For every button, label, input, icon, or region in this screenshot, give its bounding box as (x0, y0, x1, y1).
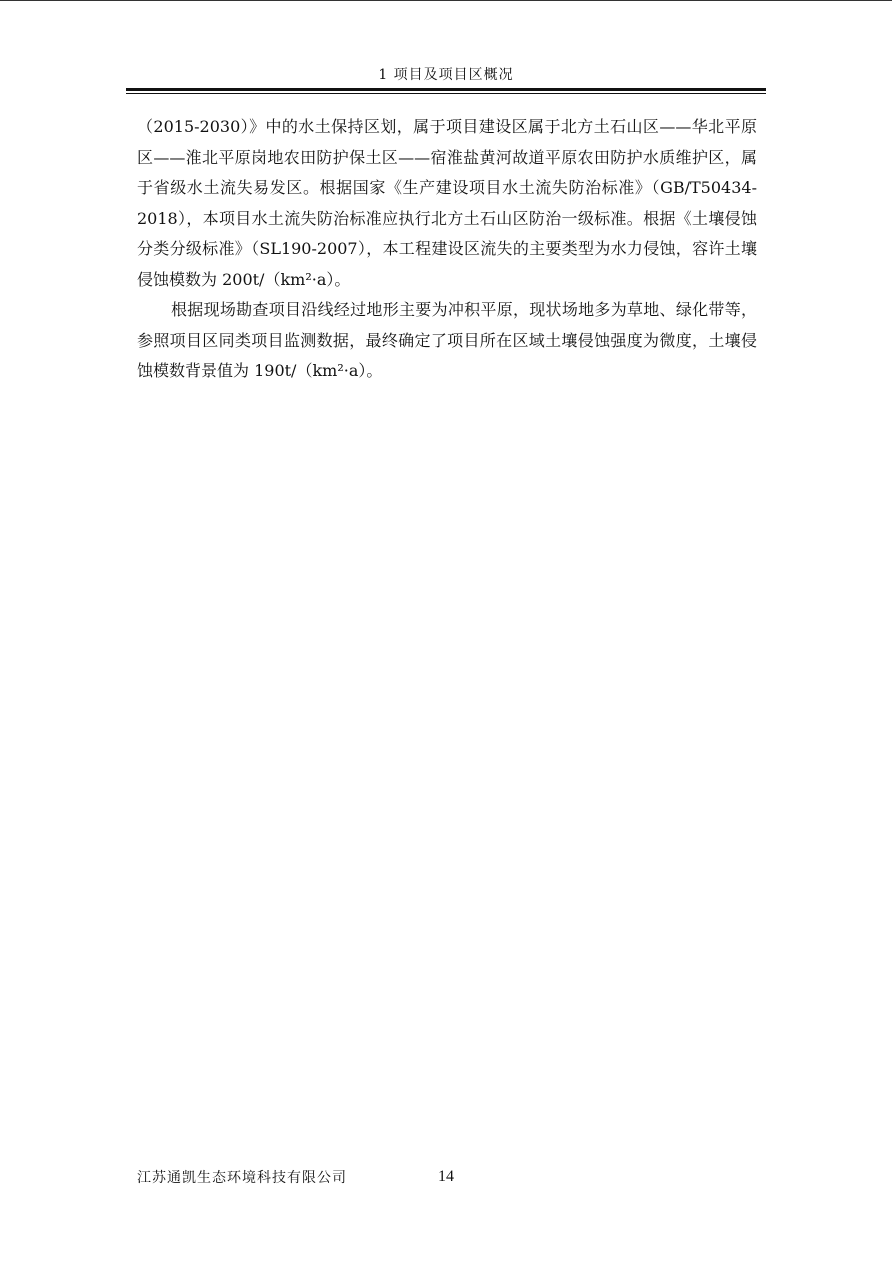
header-rule-thick (126, 88, 766, 91)
footer-page-number: 14 (438, 1168, 454, 1185)
header-rule-thin (126, 93, 766, 94)
footer-company-name: 江苏通凯生态环境科技有限公司 (137, 1170, 347, 1186)
body-text (137, 112, 757, 387)
running-header: 1 项目及项目区概况 (378, 67, 514, 83)
page-top-edge (0, 0, 892, 1)
paragraph-erosion-background: 根据现场勘查项目沿线经过地形主要为冲积平原，现状场地多为草地、绿化带等，参照项目区同类项目监测数据，最终确定了项目所在区域土壤侵蚀强度为微度，土壤侵蚀模数背景值为 190t/（km²·a）。 (137, 300, 757, 380)
paragraph-soil-conservation-zoning: （2015-2030）》中的水土保持区划，属于项目建设区属于北方土石山区——华北平原区——淮北平原岗地农田防护保土区——宿淮盐黄河故道平原农田防护水质维护区，属于省级水土流失易发区。根据国家《生产建设项目水土流失防治标准》（GB/T50434-2018），本项目水土流失防治标准应执行北方土石山区防治一级标准。根据《土壤侵蚀分类分级标准》（SL190-2007），本工程建设区流失的主要类型为水力侵蚀，容许土壤侵蚀模数为 200t/（km²·a）。 (137, 117, 757, 289)
